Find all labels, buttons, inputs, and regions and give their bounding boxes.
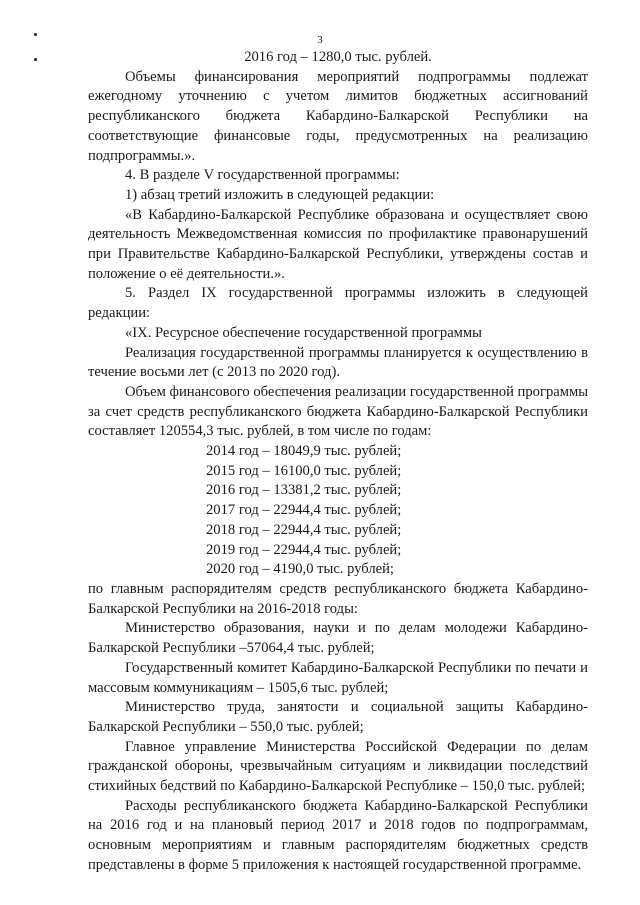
page-number: 3 (317, 34, 323, 46)
paragraph-emergency-directorate: Главное управление Министерства Российской Федерации по делам гражданской обороны, чрезвычайным ситуациям и ликвидации последствий стихийных бедствий по Кабардино-Балкарской Республике – 150,0 тыс. рублей; (88, 738, 588, 795)
scan-dot (34, 58, 37, 61)
paragraph-commission: «В Кабардино-Балкарской Республике образована и осуществляет свою деятельность Межведомственная комиссия по профилактике правонарушений при Правительстве Кабардино-Балкарской Республики, утверждены состав и положение о её деятельности.». (88, 206, 588, 282)
list-item: 2018 год – 22944,4 тыс. рублей; (206, 521, 402, 538)
paragraph-section-ix: 5. Раздел IX государственной программы изложить в следующей редакции: (88, 285, 588, 322)
list-item: 2014 год – 18049,9 тыс. рублей; (206, 443, 402, 460)
paragraph-expenditures: Расходы республиканского бюджета Кабардино-Балкарской Республики на 2016 год и на плановый период 2017 и 2018 годов по подпрограммам, основным мероприятиям и главным распорядителям бюджетных средств представлены в форме 5 приложения к настоящей государственной программе. (88, 797, 588, 873)
list-item: 2016 год – 13381,2 тыс. рублей; (206, 482, 402, 499)
paragraph-ministry-education: Министерство образования, науки и по делам молодежи Кабардино-Балкарской Республики –57064,4 тыс. рублей; (88, 620, 588, 657)
section-heading-ix: «IX. Ресурсное обеспечение государственной программы (125, 324, 482, 341)
list-item: 2019 год – 22944,4 тыс. рублей; (206, 541, 402, 558)
paragraph-press-committee: Государственный комитет Кабардино-Балкарской Республики по печати и массовым коммуникациям – 1505,6 тыс. рублей; (88, 659, 588, 696)
list-item: 2015 год – 16100,0 тыс. рублей; (206, 462, 402, 479)
funding-line-2016: 2016 год – 1280,0 тыс. рублей. (244, 49, 432, 65)
paragraph-section-v: 4. В разделе V государственной программы: (125, 167, 400, 184)
paragraph-implementation-period: Реализация государственной программы планируется к осуществлению в течение восьми лет (с 2013 по 2020 год). (88, 344, 588, 381)
list-item: 2017 год – 22944,4 тыс. рублей; (206, 502, 402, 519)
paragraph-ministry-labor: Министерство труда, занятости и социальной защиты Кабардино-Балкарской Республики – 550,0 тыс. рублей; (88, 699, 588, 735)
paragraph-total-funding: Объем финансового обеспечения реализации государственной программы за счет средств республиканского бюджета Кабардино-Балкарской Республики составляет 120554,3 тыс. рублей, в том числе по годам: (88, 383, 588, 440)
document-body (88, 48, 588, 876)
yearly-funding-list (88, 442, 588, 580)
paragraph-funding-adjustment: Объемы финансирования мероприятий подпрограммы подлежат ежегодному уточнению с учетом лимитов бюджетных ассигнований республиканского бюджета Кабардино-Балкарской Республики на соответствующие финансовые годы, предусмотренных на реализацию подпрограммы.». (88, 68, 588, 164)
paragraph-subitem-1: 1) абзац третий изложить в следующей редакции: (125, 186, 435, 203)
paragraph-main-managers: по главным распорядителям средств республиканского бюджета Кабардино-Балкарской Республики на 2016-2018 годы: (88, 580, 588, 617)
list-item: 2020 год – 4190,0 тыс. рублей; (206, 561, 394, 578)
